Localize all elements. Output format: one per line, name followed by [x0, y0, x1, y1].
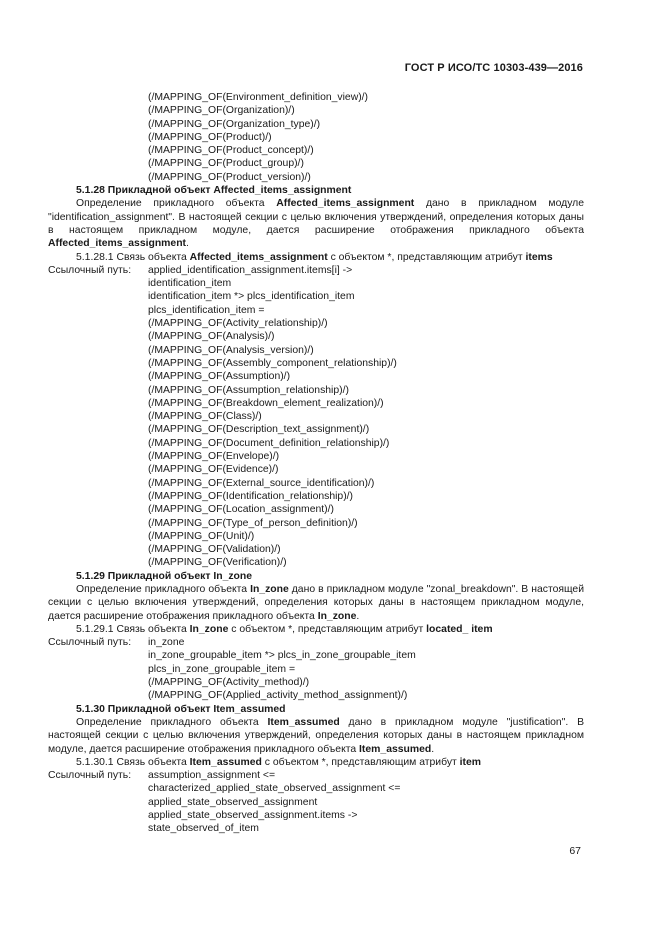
para-entity-name: Item_assumed	[267, 716, 340, 728]
link-entity-name: In_zone	[189, 623, 229, 635]
document-header: ГОСТ Р ИСО/ТС 10303-439—2016	[404, 62, 583, 74]
mapping-line: (/MAPPING_OF(Type_of_person_definition)/)	[148, 517, 358, 529]
link-text: с объектом *, представляющим атрибут	[228, 623, 427, 635]
reference-path-list	[48, 782, 584, 835]
mapping-line: (/MAPPING_OF(Assumption)/)	[148, 371, 291, 383]
para-text: .	[431, 743, 435, 755]
reference-path-line: applied_identification_assignment.items[i] ->	[148, 264, 353, 276]
link-text: 5.1.29.1 Связь объекта	[76, 623, 190, 635]
section-paragraph	[48, 716, 584, 756]
mapping-line: (/MAPPING_OF(Product_group)/)	[148, 158, 304, 170]
mapping-line: applied_state_observed_assignment.items ->	[148, 810, 358, 822]
mapping-line: (/MAPPING_OF(Assembly_component_relationship)/)	[148, 357, 397, 369]
reference-path-first-line	[48, 636, 584, 649]
link-text: 5.1.30.1 Связь объекта	[76, 756, 190, 768]
mapping-line: (/MAPPING_OF(Verification)/)	[148, 557, 287, 569]
section-heading: 5.1.30 Прикладной объект Item_assumed	[76, 703, 286, 715]
mapping-line: (/MAPPING_OF(Applied_activity_method_assignment)/)	[148, 690, 408, 702]
section-5-1-30	[48, 703, 584, 836]
mapping-line: (/MAPPING_OF(Evidence)/)	[148, 464, 279, 476]
link-text: 5.1.28.1 Связь объекта	[76, 251, 190, 263]
para-text: дано в прикладном модуле "zonal_breakdown". В настоящей секции с целью включения утверждений, определения которых даны в настоящем прикладном модуле, дается расширение отображения прикладного объекта	[48, 583, 585, 622]
reference-path-label: Ссылочный путь:	[48, 637, 132, 649]
link-entity-name: Item_assumed	[189, 756, 262, 768]
link-text: с объектом *, представляющим атрибут	[327, 251, 526, 263]
para-text: дано в прикладном модуле "justification". В настоящей секции с целью включения утверждений, определения которых даны в настоящем прикладном модуле, дается расширение отображения прикладного объекта	[48, 716, 585, 755]
mapping-line: identification_item *> plcs_identification_item	[148, 291, 355, 303]
mapping-line: (/MAPPING_OF(Envelope)/)	[148, 451, 280, 463]
mapping-line: (/MAPPING_OF(Identification_relationship)/)	[148, 490, 354, 502]
mapping-line: identification_item	[148, 278, 232, 290]
mapping-line: applied_state_observed_assignment	[148, 796, 318, 808]
mapping-line: characterized_applied_state_observed_assignment <=	[148, 783, 401, 795]
link-attribute-name: items	[525, 251, 553, 263]
attribute-link-heading	[48, 251, 584, 264]
para-text: .	[356, 610, 360, 622]
mapping-line: (/MAPPING_OF(Unit)/)	[148, 530, 255, 542]
mapping-line: (/MAPPING_OF(Assumption_relationship)/)	[148, 384, 349, 396]
mapping-line: in_zone_groupable_item *> plcs_in_zone_groupable_item	[148, 650, 416, 662]
mapping-line: (/MAPPING_OF(Location_assignment)/)	[148, 504, 334, 516]
section-heading: 5.1.28 Прикладной объект Affected_items_assignment	[76, 185, 352, 197]
reference-path-label: Ссылочный путь:	[48, 264, 132, 276]
link-entity-name: Affected_items_assignment	[189, 251, 328, 263]
mapping-line: (/MAPPING_OF(Activity_relationship)/)	[148, 318, 328, 330]
para-text: Определение прикладного объекта	[76, 198, 277, 210]
mapping-line: (/MAPPING_OF(Organization)/)	[148, 105, 295, 117]
mapping-line: (/MAPPING_OF(Analysis)/)	[148, 331, 275, 343]
section-5-1-28	[48, 184, 584, 570]
mapping-line: (/MAPPING_OF(Environment_definition_view)/)	[148, 92, 369, 103]
reference-path-first-line	[48, 264, 584, 277]
reference-path-line: in_zone	[148, 637, 185, 649]
attribute-link-heading	[48, 623, 584, 636]
para-text: дано в прикладном модуле "identification_assignment". В настоящей секции с целью включения утверждений, определения которых даны в настоящем прикладном модуле, дается расширение отображения прикладного объекта	[48, 198, 584, 236]
para-entity-name: Item_assumed	[359, 743, 432, 755]
mapping-line: (/MAPPING_OF(Product_version)/)	[148, 171, 311, 183]
reference-path-list	[48, 649, 584, 702]
mapping-line: plcs_identification_item =	[148, 304, 265, 316]
mapping-line: (/MAPPING_OF(Class)/)	[148, 411, 262, 423]
mapping-line: (/MAPPING_OF(Activity_method)/)	[148, 677, 310, 689]
mapping-line: (/MAPPING_OF(External_source_identification)/)	[148, 477, 375, 489]
mapping-line: (/MAPPING_OF(Product_concept)/)	[148, 145, 314, 157]
para-entity-name: Affected_items_assignment	[48, 238, 187, 250]
para-entity-name: Affected_items_assignment	[276, 198, 415, 210]
reference-path-line: assumption_assignment <=	[148, 770, 276, 782]
link-text: с объектом *, представляющим атрибут	[261, 756, 460, 768]
mapping-line: (/MAPPING_OF(Breakdown_element_realization)/)	[148, 397, 384, 409]
para-entity-name: In_zone	[250, 583, 289, 595]
mapping-line: (/MAPPING_OF(Validation)/)	[148, 544, 281, 556]
section-paragraph	[48, 583, 584, 623]
intro-mapping-list	[48, 91, 584, 184]
section-5-1-29	[48, 570, 584, 703]
para-text: Определение прикладного объекта	[76, 716, 268, 728]
mapping-line: (/MAPPING_OF(Document_definition_relationship)/)	[148, 437, 390, 449]
mapping-line: (/MAPPING_OF(Analysis_version)/)	[148, 344, 314, 356]
section-heading: 5.1.29 Прикладной объект In_zone	[76, 570, 253, 582]
reference-path-label: Ссылочный путь:	[48, 770, 132, 782]
mapping-line: (/MAPPING_OF(Product)/)	[148, 131, 272, 143]
reference-path-first-line	[48, 769, 584, 782]
para-text: .	[186, 238, 189, 250]
para-text: Определение прикладного объекта	[76, 583, 251, 595]
mapping-line: plcs_in_zone_groupable_item =	[148, 663, 296, 675]
link-attribute-name: located_ item	[426, 623, 493, 635]
para-entity-name: In_zone	[317, 610, 357, 622]
link-attribute-name: item	[459, 756, 482, 768]
reference-path-list	[48, 277, 584, 570]
page-number: 67	[569, 845, 581, 857]
mapping-line: (/MAPPING_OF(Organization_type)/)	[148, 118, 321, 130]
mapping-line: (/MAPPING_OF(Description_text_assignment)/)	[148, 424, 370, 436]
attribute-link-heading	[48, 756, 584, 769]
section-paragraph	[48, 197, 584, 250]
mapping-line: state_observed_of_item	[148, 823, 259, 835]
page-content	[48, 91, 584, 836]
